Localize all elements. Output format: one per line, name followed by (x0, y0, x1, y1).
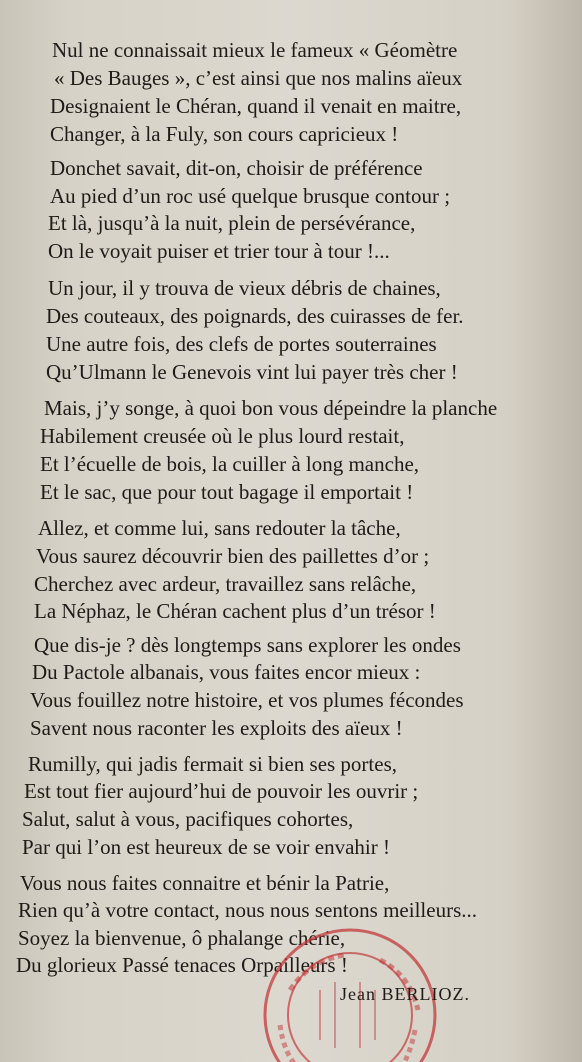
poem-line: Et le sac, que pour tout bagage il emportait ! (40, 480, 414, 504)
poem-line: Habilement creusée où le plus lourd restait, (40, 424, 405, 448)
poem-line: Par qui l’on est heureux de se voir envahir ! (22, 835, 390, 859)
poem-line: Rumilly, qui jadis fermait si bien ses portes, (28, 752, 398, 776)
poem-line: Vous fouillez notre histoire, et vos plumes fécondes (30, 688, 464, 712)
page-edge-shadow (512, 0, 582, 1062)
poem-line: Du glorieux Passé tenaces Orpailleurs ! (16, 953, 348, 977)
poem-line: Une autre fois, des clefs de portes souterraines (46, 332, 437, 356)
poem-line: Soyez la bienvenue, ô phalange chérie, (18, 926, 346, 950)
poem-line: Mais, j’y songe, à quoi bon vous dépeindre la planche (44, 396, 498, 420)
poem-line: Vous nous faites connaitre et bénir la Patrie, (20, 871, 390, 895)
poem-line: Que dis-je ? dès longtemps sans explorer les ondes (34, 633, 461, 657)
poem-line: Et là, jusqu’à la nuit, plein de persévérance, (48, 211, 416, 235)
poem-line: « Des Bauges », c’est ainsi que nos malins aïeux (54, 66, 463, 90)
author-signature: Jean BERLIOZ. (340, 984, 470, 1004)
poem-line: Allez, et comme lui, sans redouter la tâche, (38, 516, 401, 540)
poem-line: Cherchez avec ardeur, travaillez sans relâche, (34, 572, 417, 596)
poem-line: Vous saurez découvrir bien des paillettes d’or ; (36, 544, 430, 568)
poem-line: Donchet savait, dit-on, choisir de préférence (50, 156, 423, 180)
poem-line: Nul ne connaissait mieux le fameux « Géomètre (52, 38, 458, 62)
poem-line: Designaient le Chéran, quand il venait en maitre, (50, 94, 462, 118)
poem-line: Et l’écuelle de bois, la cuiller à long manche, (40, 452, 420, 476)
poem-line: Du Pactole albanais, vous faites encor mieux : (32, 660, 421, 684)
poem-line: Qu’Ulmann le Genevois vint lui payer très cher ! (46, 360, 458, 384)
poem-line: La Néphaz, le Chéran cachent plus d’un trésor ! (34, 599, 436, 623)
poem-line: Savent nous raconter les exploits des aïeux ! (30, 716, 403, 740)
poem-line: Changer, à la Fuly, son cours capricieux ! (50, 122, 399, 146)
poem-line: Un jour, il y trouva de vieux débris de chaines, (48, 276, 441, 300)
poem-line: Au pied d’un roc usé quelque brusque contour ; (50, 184, 451, 208)
poem-line: On le voyait puiser et trier tour à tour !... (48, 239, 390, 263)
poem-line: Est tout fier aujourd’hui de pouvoir les ouvrir ; (24, 779, 419, 803)
poem-line: Rien qu’à votre contact, nous nous sentons meilleurs... (18, 898, 477, 922)
poem-line: Salut, salut à vous, pacifiques cohortes, (22, 807, 354, 831)
poem-line: Des couteaux, des poignards, des cuirasses de fer. (46, 304, 464, 328)
